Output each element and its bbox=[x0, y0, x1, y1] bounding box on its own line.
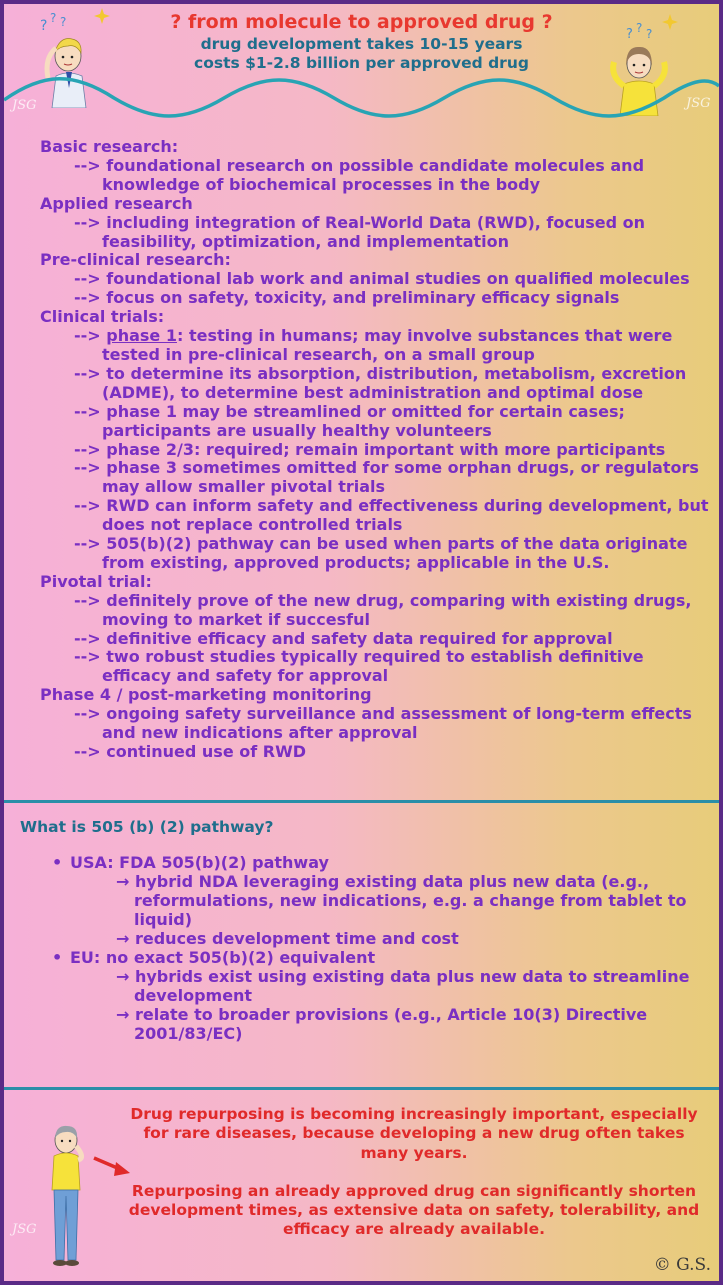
sparkle-icon bbox=[660, 12, 680, 32]
stage-item: --> foundational research on possible candidate molecules and knowledge of biochemical processes in the body bbox=[74, 155, 645, 194]
infographic-page bbox=[4, 4, 719, 1281]
stage-item: --> focus on safety, toxicity, and preliminary efficacy signals bbox=[74, 288, 620, 308]
svg-text:?: ? bbox=[60, 15, 67, 29]
stage-item: --> to determine its absorption, distribution, metabolism, excretion (ADME), to determine best administration and optimal dose bbox=[74, 363, 687, 402]
list-subitem: → hybrids exist using existing data plus new data to streamline development bbox=[116, 967, 690, 1005]
stage-heading: Applied research bbox=[40, 193, 193, 213]
pathway-question: What is 505 (b) (2) pathway? bbox=[20, 818, 274, 836]
stage-heading: Clinical trials: bbox=[40, 307, 165, 327]
stage-item: --> definitely prove of the new drug, comparing with existing drugs, moving to market if succesful bbox=[74, 590, 692, 629]
thinking-man-illustration bbox=[40, 1120, 90, 1270]
stage-item: --> ongoing safety surveillance and assessment of long-term effects and new indications after approval bbox=[74, 704, 692, 743]
wave-divider bbox=[4, 64, 719, 124]
svg-text:?: ? bbox=[40, 18, 48, 34]
signature-mark: JSG bbox=[12, 98, 37, 113]
repurposing-note bbox=[124, 1105, 704, 1240]
svg-text:?: ? bbox=[50, 11, 57, 25]
stage-item: --> definitive efficacy and safety data required for approval bbox=[74, 628, 613, 648]
stage-heading: Basic research: bbox=[40, 137, 179, 156]
usa-label: USA: FDA 505(b)(2) pathway bbox=[70, 853, 329, 872]
stage-item: --> continued use of RWD bbox=[74, 742, 307, 761]
repurposing-paragraph: Drug repurposing is becoming increasingly important, especially for rare diseases, because developing a new drug often takes many years. bbox=[130, 1105, 698, 1162]
stage-item: --> phase 3 sometimes omitted for some orphan drugs, or regulators may allow smaller pivotal trials bbox=[74, 458, 699, 497]
duration-subtitle: drug development takes 10-15 years bbox=[200, 35, 523, 53]
stage-item: --> 505(b)(2) pathway can be used when parts of the data originate from existing, approved products; applicable in the U.S. bbox=[74, 534, 688, 572]
stage-heading: Pivotal trial: bbox=[40, 571, 152, 591]
stage-heading: Pre-clinical research: bbox=[40, 250, 231, 270]
stage-item: --> including integration of Real-World Data (RWD), focused on feasibility, optimization, and implementation bbox=[74, 212, 646, 251]
header bbox=[4, 4, 719, 124]
svg-text:?: ? bbox=[636, 22, 643, 35]
section-divider bbox=[4, 1087, 719, 1090]
stage-item: --> two robust studies typically required to establish definitive efficacy and safety for approval bbox=[74, 647, 644, 686]
repurposing-paragraph: Repurposing an already approved drug can significantly shorten development times, as extensive data on safety, tolerability, and efficacy are already available. bbox=[128, 1181, 700, 1239]
pathway-list bbox=[52, 853, 712, 1043]
bullet-icon: • bbox=[52, 853, 63, 872]
section-divider bbox=[4, 800, 719, 803]
development-timeline bbox=[40, 138, 715, 762]
stage-item: --> phase 1: testing in humans; may involve substances that were tested in pre-clinical research, on a small group bbox=[74, 326, 673, 364]
phase-1-link[interactable]: phase 1 bbox=[106, 326, 177, 346]
svg-text:?: ? bbox=[626, 27, 633, 42]
signature-mark: JSG bbox=[686, 96, 711, 111]
svg-text:?: ? bbox=[646, 27, 653, 41]
list-item-usa bbox=[52, 853, 712, 872]
bullet-icon: • bbox=[52, 948, 63, 967]
eu-label: EU: no exact 505(b)(2) equivalent bbox=[70, 948, 376, 967]
copyright-mark: © G.S. bbox=[653, 1255, 711, 1275]
stage-item: --> RWD can inform safety and effectiveness during development, but does not replace controlled trials bbox=[74, 496, 709, 535]
list-subitem: → relate to broader provisions (e.g., Article 10(3) Directive 2001/83/EC) bbox=[116, 1005, 648, 1043]
list-subitem: → reduces development time and cost bbox=[116, 929, 459, 948]
signature-mark: JSG bbox=[12, 1222, 37, 1237]
stage-item: --> foundational lab work and animal studies on qualified molecules bbox=[74, 269, 690, 289]
cost-subtitle: costs $1-2.8 billion per approved drug bbox=[194, 54, 529, 72]
stage-item: --> phase 2/3: required; remain important with more participants bbox=[74, 439, 666, 459]
list-item-eu bbox=[52, 948, 712, 967]
stage-item: --> phase 1 may be streamlined or omitted for certain cases; participants are usually healthy volunteers bbox=[74, 401, 625, 440]
page-title: ? from molecule to approved drug ? bbox=[170, 11, 553, 33]
list-subitem: → hybrid NDA leveraging existing data plus new data (e.g., reformulations, new indications, e.g. a change from tablet to liquid) bbox=[116, 872, 687, 929]
stage-heading: Phase 4 / post-marketing monitoring bbox=[40, 685, 372, 705]
